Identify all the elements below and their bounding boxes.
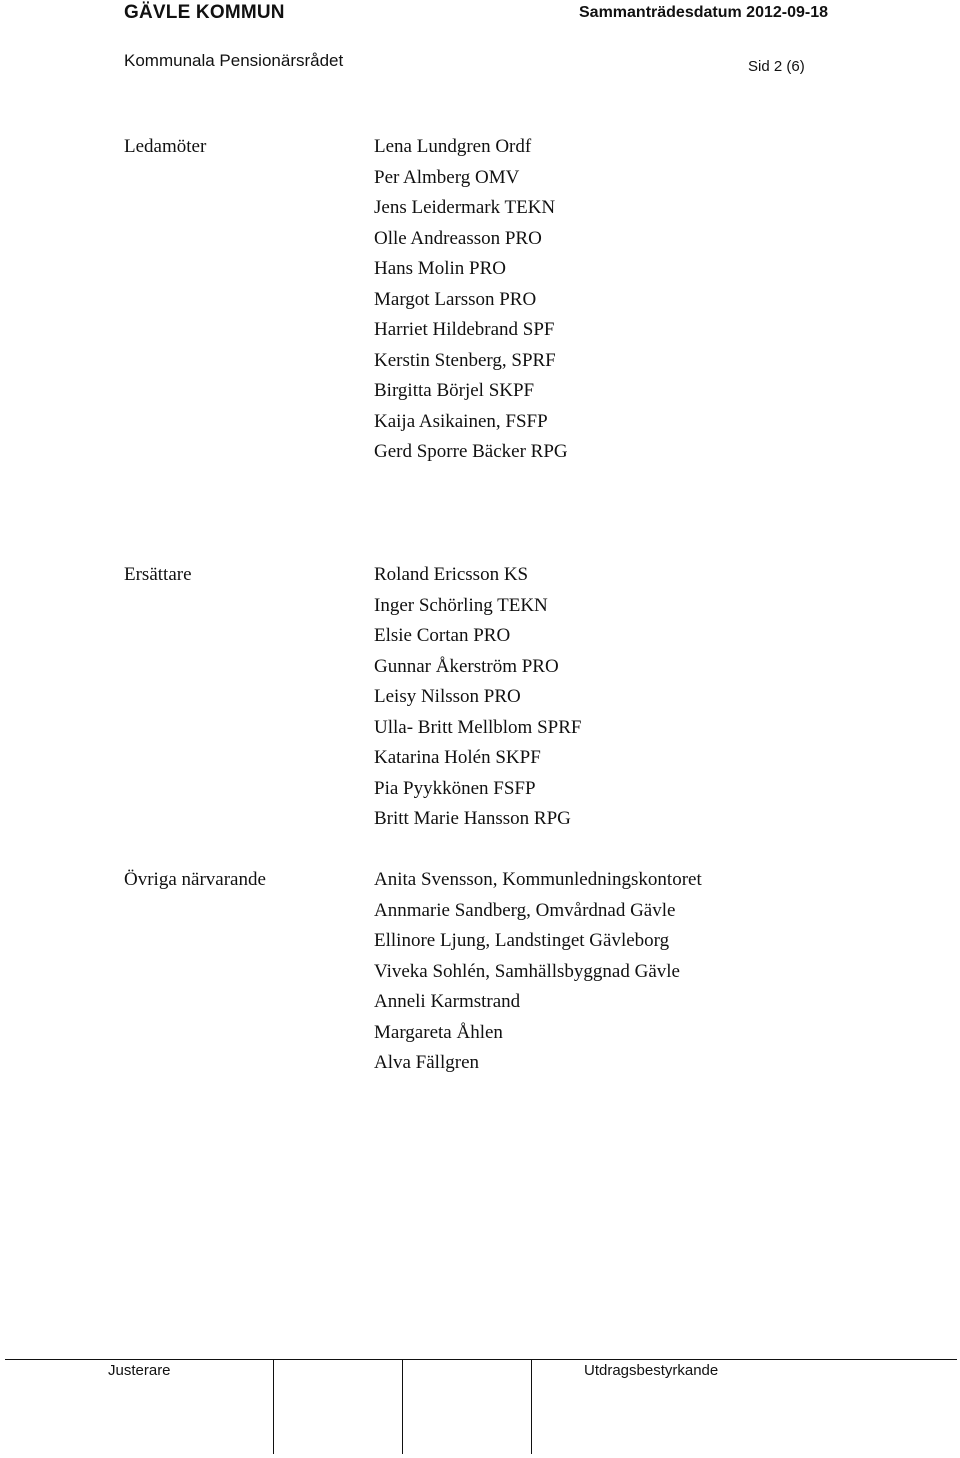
footer-divider [273, 1360, 274, 1454]
others-present-list [374, 865, 702, 1079]
list-item: Margareta Åhlen [374, 1021, 503, 1043]
list-item: Katarina Holén SKPF [374, 747, 541, 768]
list-item: Britt Marie Hansson RPG [374, 808, 571, 829]
org-name: GÄVLE KOMMUN [124, 2, 285, 23]
list-item: Pia Pyykkönen FSFP [374, 777, 536, 799]
list-item: Alva Fällgren [374, 1052, 480, 1073]
list-item: Gerd Sporre Bäcker RPG [374, 441, 568, 462]
footer-divider [402, 1360, 403, 1454]
members-list [374, 132, 568, 468]
members-label: Ledamöter [124, 136, 207, 157]
list-item: Kaija Asikainen, FSFP [374, 410, 548, 432]
list-item: Ellinore Ljung, Landstinget Gävleborg [374, 930, 670, 951]
list-item: Ulla- Britt Mellblom SPRF [374, 716, 582, 738]
list-item: Anita Svensson, Kommunledningskontoret [374, 869, 702, 890]
adjusters-label: Justerare [108, 1362, 171, 1379]
list-item: Inger Schörling TEKN [374, 594, 548, 616]
list-item: Elsie Cortan PRO [374, 625, 511, 646]
page-number: Sid 2 (6) [748, 58, 805, 75]
list-item: Olle Andreasson PRO [374, 227, 542, 249]
list-item: Hans Molin PRO [374, 258, 506, 279]
list-item: Gunnar Åkerström PRO [374, 655, 559, 677]
list-item: Per Almberg OMV [374, 166, 520, 188]
list-item: Margot Larsson PRO [374, 288, 537, 310]
substitutes-label: Ersättare [124, 564, 192, 585]
list-item: Kerstin Stenberg, SPRF [374, 349, 556, 371]
list-item: Birgitta Börjel SKPF [374, 380, 535, 401]
list-item: Annmarie Sandberg, Omvårdnad Gävle [374, 899, 676, 921]
footer-divider [531, 1360, 532, 1454]
extract-certification-label: Utdragsbestyrkande [584, 1362, 719, 1379]
list-item: Leisy Nilsson PRO [374, 686, 521, 707]
meeting-date: Sammanträdesdatum 2012-09-18 [579, 4, 829, 21]
others-present-label: Övriga närvarande [124, 869, 266, 890]
substitutes-list [374, 560, 581, 835]
list-item: Viveka Sohlén, Samhällsbyggnad Gävle [374, 960, 680, 982]
council-name: Kommunala Pensionärsrådet [124, 51, 344, 70]
list-item: Roland Ericsson KS [374, 564, 529, 585]
list-item: Lena Lundgren Ordf [374, 136, 532, 157]
list-item: Anneli Karmstrand [374, 991, 521, 1012]
footer-rule [5, 1359, 957, 1360]
list-item: Jens Leidermark TEKN [374, 197, 556, 218]
list-item: Harriet Hildebrand SPF [374, 319, 555, 340]
